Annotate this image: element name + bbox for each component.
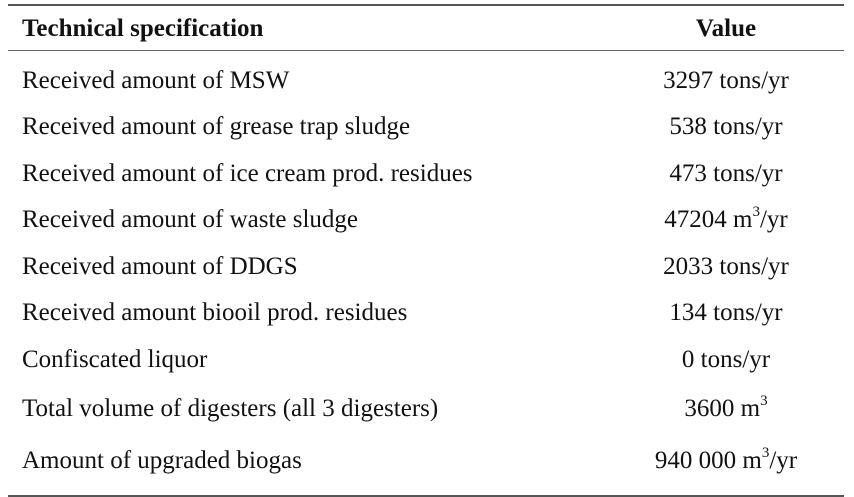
row-spec: Amount of upgraded biogas	[22, 447, 302, 474]
row-value	[608, 204, 844, 234]
table-header-row	[8, 6, 844, 50]
row-value: 2033 tons/yr	[663, 252, 789, 280]
table-bottom-rule	[8, 495, 844, 497]
row-spec: Received amount of grease trap sludge	[22, 113, 411, 141]
value-superscript: 3	[752, 204, 760, 221]
table-row	[8, 150, 844, 197]
row-spec: Received amount of MSW	[22, 66, 290, 94]
row-value: 538 tons/yr	[669, 113, 783, 141]
value-number: 3600 m	[684, 395, 761, 422]
value-number: 47204 m	[664, 206, 753, 234]
row-value	[608, 445, 844, 474]
row-spec: Received amount biooil prod. residues	[22, 299, 408, 327]
header-spec: Technical specification	[22, 14, 264, 42]
table-row	[8, 57, 844, 104]
row-value: 0 tons/yr	[681, 345, 771, 373]
row-spec: Received amount of DDGS	[22, 252, 298, 280]
row-value: 473 tons/yr	[669, 159, 783, 187]
table-row	[8, 290, 844, 337]
value-superscript: 3	[760, 393, 768, 409]
table-row	[8, 383, 844, 435]
row-value: 134 tons/yr	[669, 299, 783, 327]
row-spec: Received amount of waste sludge	[22, 206, 359, 234]
table-header-rule	[8, 50, 844, 51]
table-row	[8, 104, 844, 151]
value-superscript: 3	[761, 445, 770, 461]
row-spec: Confiscated liquor	[22, 345, 208, 373]
row-spec: Total volume of digesters (all 3 digesters)	[22, 395, 439, 422]
row-spec: Received amount of ice cream prod. residues	[22, 159, 473, 187]
row-value: 3297 tons/yr	[663, 66, 789, 94]
value-unit: /yr	[759, 206, 788, 234]
value-number: 940 000 m	[654, 447, 762, 474]
table-row	[8, 197, 844, 244]
row-value	[608, 393, 844, 422]
table-row	[8, 336, 844, 383]
specification-table	[8, 4, 844, 497]
table-row	[8, 243, 844, 290]
table-row	[8, 435, 844, 487]
header-value: Value	[695, 14, 757, 42]
value-unit: /yr	[769, 447, 798, 474]
